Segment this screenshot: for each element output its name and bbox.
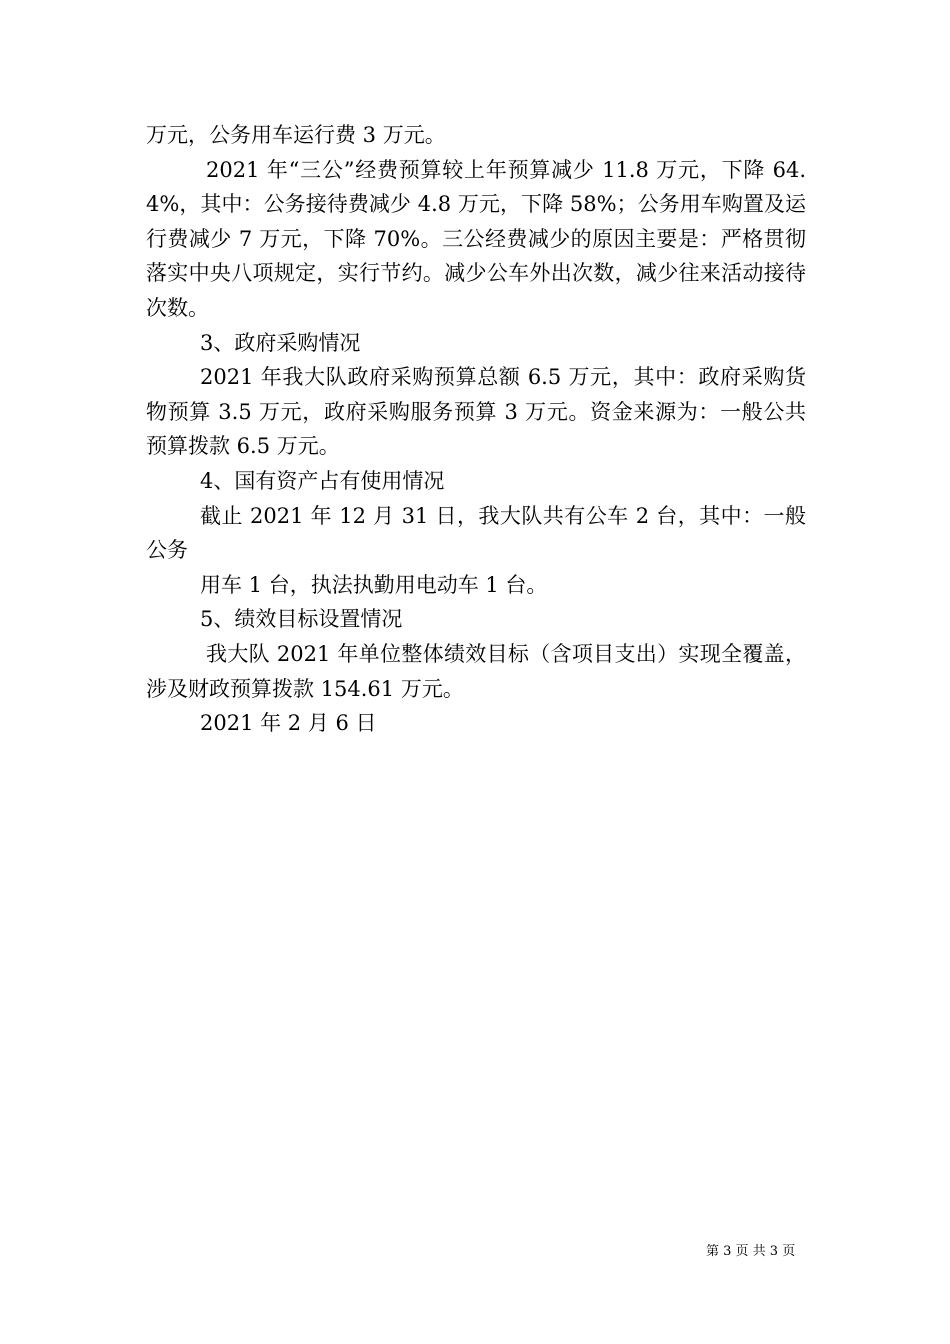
document-body [146,118,806,741]
paragraph-state-assets-continued: 用车 1 台，执法执勤用电动车 1 台。 [200,572,548,597]
heading-government-procurement: 3、政府采购情况 [200,330,361,355]
heading-state-assets: 4、国有资产占有使用情况 [200,468,445,493]
paragraph-continuation: 万元，公务用车运行费 3 万元。 [146,123,446,147]
document-date: 2021 年 2 月 6 日 [200,711,377,736]
paragraph-three-public-expenses: 2021 年“三公”经费预算较上年预算减少 11.8 万元，下降 64.4%，其中：公务接待费减少 4.8 万元，下降 58%；公务用车购置及运行费减少 7 万元，下降 70%。三公经费减少的原因主要是：严格贯彻落实中央八项规定，实行节约。减少公车外出次数，减少往来活动接待次数。 [146,157,806,320]
paragraph-state-assets: 截止 2021 年 12 月 31 日，我大队共有公车 2 台，其中：一般公务 [146,503,806,563]
heading-performance-targets: 5、绩效目标设置情况 [200,607,403,632]
paragraph-government-procurement: 2021 年我大队政府采购预算总额 6.5 万元，其中：政府采购货物预算 3.5 万元，政府采购服务预算 3 万元。资金来源为：一般公共预算拨款 6.5 万元。 [146,365,806,459]
paragraph-performance-targets: 我大队 2021 年单位整体绩效目标（含项目支出）实现全覆盖，涉及财政预算拨款 154.61 万元。 [146,641,806,701]
page-number-footer: 第 3 页 共 3 页 [706,1244,796,1259]
